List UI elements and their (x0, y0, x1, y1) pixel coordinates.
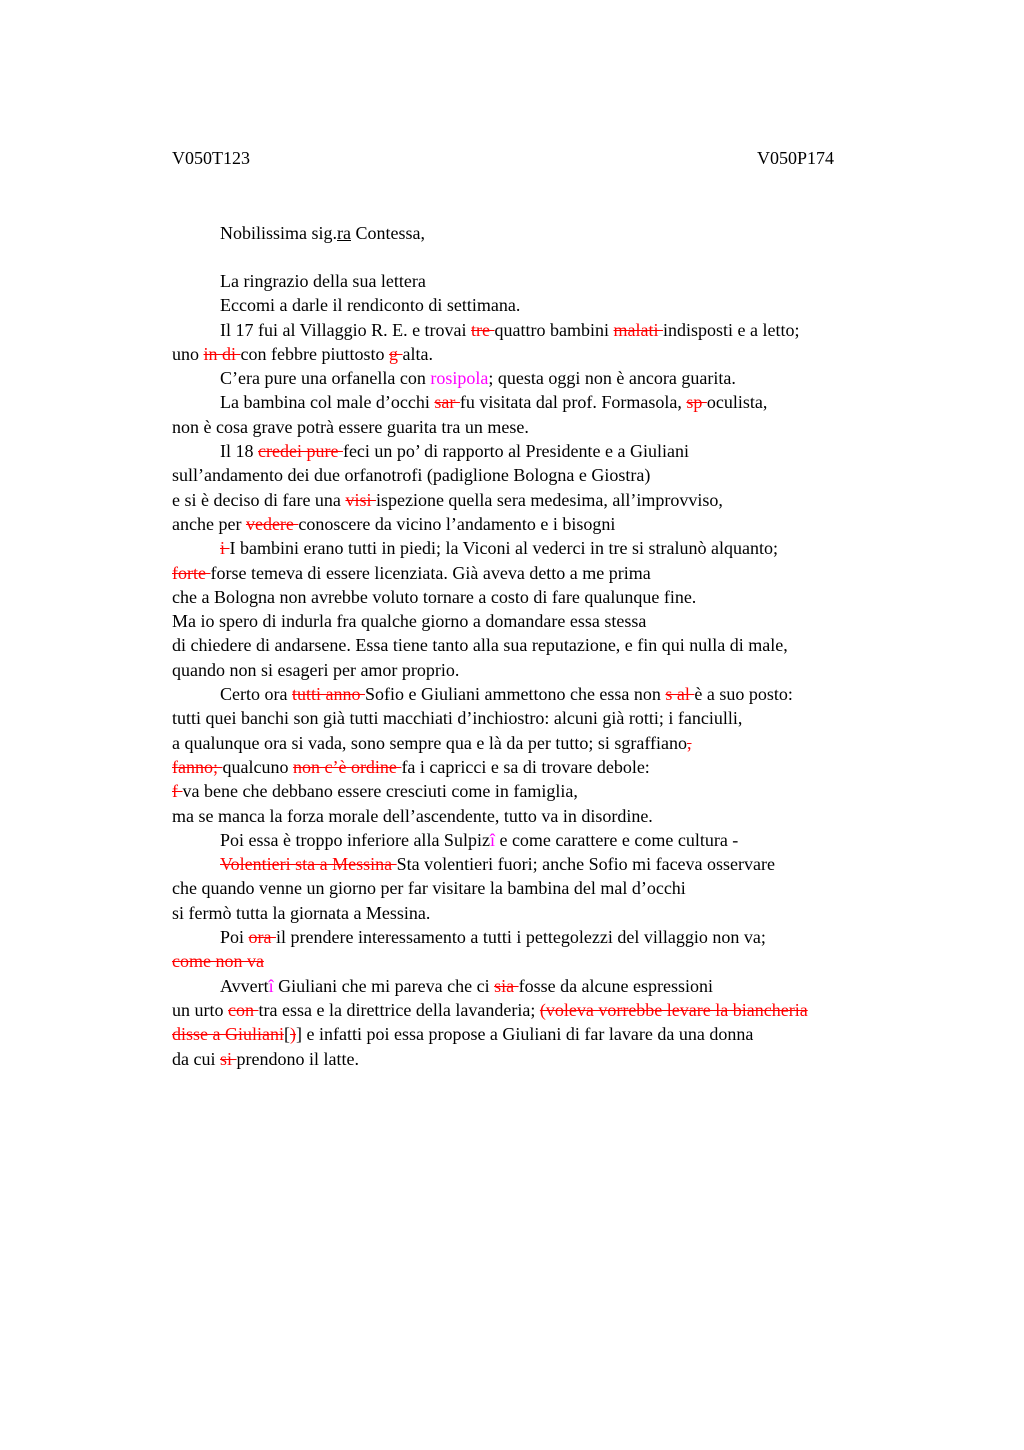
text-segment: ma se manca la forza morale dell’ascendente, tutto va in disordine. (172, 805, 653, 826)
text-segment: [ (283, 1024, 290, 1045)
text-segment: La ringrazio della sua lettera (220, 271, 426, 291)
line-24 (172, 828, 932, 852)
deleted-text: come non va (172, 951, 264, 972)
line-05 (172, 366, 932, 390)
text-segment: Poi essa è troppo inferiore alla Sulpiz (220, 829, 490, 850)
deleted-text: Volentieri sta a Messina (220, 854, 397, 875)
document-code-right: V050P174 (757, 148, 835, 168)
text-segment: Poi (220, 927, 249, 948)
text-segment: e come carattere e come cultura - (494, 829, 739, 850)
text-segment: conoscere da vicino l’andamento e i bisogni (298, 513, 616, 534)
deleted-text: malati (613, 319, 663, 340)
line-04 (172, 342, 932, 366)
text-segment: Sta volentieri fuori; anche Sofio mi faceva osservare (396, 854, 776, 875)
text-segment: ispezione quella sera medesima, all’improvviso, (375, 489, 723, 510)
text-segment: Avvert (220, 975, 269, 996)
text-segment: Sofio e Giuliani ammettono che essa non (364, 684, 666, 705)
line-03 (172, 318, 932, 342)
deleted-text: tutti anno (291, 684, 365, 705)
document-code-left: V050T123 (172, 148, 250, 168)
text-segment: si fermò tutta la giornata a Messina. (172, 902, 431, 923)
text-segment: qualcuno (222, 756, 293, 777)
salutation-abbreviation: ra (337, 223, 351, 243)
deleted-text: s al (665, 684, 695, 705)
text-segment: il prendere interessamento a tutti i pettegolezzi del villaggio non va; (276, 927, 766, 948)
text-segment: sull’andamento dei due orfanotrofi (padiglione Bologna e Giostra) (172, 465, 651, 486)
deleted-text: non c’è ordine (292, 756, 402, 777)
salutation-end: Contessa, (351, 223, 425, 243)
line-09 (172, 463, 932, 487)
deleted-text: , (687, 732, 692, 753)
text-segment: prendono il latte. (236, 1048, 359, 1069)
line-07 (172, 415, 932, 439)
line-02 (172, 293, 932, 317)
text-segment: La bambina col male d’occhi (220, 392, 435, 413)
text-segment: quattro bambini (494, 319, 614, 340)
line-33 (172, 1047, 932, 1071)
line-18 (172, 682, 932, 706)
highlighted-text: î (489, 829, 495, 850)
deleted-text: con (228, 999, 259, 1020)
deleted-text: i (220, 538, 230, 559)
line-22 (172, 779, 932, 803)
text-segment: Il 17 fui al Villaggio R. E. e trovai (220, 319, 472, 340)
line-20 (172, 731, 932, 755)
text-segment: un urto (172, 999, 228, 1020)
line-21 (172, 755, 932, 779)
line-01 (172, 269, 932, 293)
line-17 (172, 658, 932, 682)
text-segment: Eccomi a darle il rendiconto di settimana. (220, 295, 521, 316)
text-segment: di chiedere di andarsene. Essa tiene tanto alla sua reputazione, e fin qui nulla di male, (172, 635, 788, 656)
text-segment: oculista, (706, 392, 768, 413)
text-segment: da cui (172, 1048, 220, 1069)
text-segment: quando non si esageri per amor proprio. (172, 659, 460, 680)
text-segment: che quando venne un giorno per far visitare la bambina del mal d’occhi (172, 878, 686, 899)
text-segment: forse temeva di essere licenziata. Già aveva detto a me prima (210, 562, 651, 583)
line-12 (172, 536, 932, 560)
deleted-text: (voleva vorrebbe levare la biancheria (539, 999, 808, 1020)
text-segment: ] e infatti poi essa propose a Giuliani di far lavare da una donna (295, 1024, 754, 1045)
line-28 (172, 925, 932, 949)
line-27 (172, 901, 932, 925)
line-14 (172, 585, 932, 609)
salutation (220, 221, 425, 245)
text-segment: a qualunque ora si vada, sono sempre qua e là da per tutto; si sgraffiano (172, 732, 688, 753)
deleted-text: sia (494, 975, 519, 996)
line-32 (172, 1022, 932, 1046)
text-segment: Ma io spero di indurla fra qualche giorno a domandare essa stessa (172, 611, 647, 632)
line-30 (172, 974, 932, 998)
text-segment: tra essa e la direttrice della lavanderia; (258, 999, 540, 1020)
letter-body (172, 269, 932, 1071)
deleted-text: si (219, 1048, 237, 1069)
text-segment: tutti quei banchi son già tutti macchiati d’inchiostro: alcuni già rotti; i fanciulli, (172, 708, 743, 729)
text-segment: Certo ora (220, 684, 292, 705)
text-segment: feci un po’ di rapporto al Presidente e a Giuliani (342, 441, 690, 462)
text-segment: ; questa oggi non è ancora guarita. (488, 368, 736, 389)
line-11 (172, 512, 932, 536)
line-25 (172, 852, 932, 876)
text-segment: fu visitata dal prof. Formasola, (459, 392, 687, 413)
line-29 (172, 949, 932, 973)
line-13 (172, 561, 932, 585)
line-08 (172, 439, 932, 463)
deleted-text: vedere (245, 513, 299, 534)
highlighted-text: î (268, 975, 274, 996)
text-segment: uno (172, 343, 204, 364)
deleted-text: ora (248, 927, 276, 948)
text-segment: anche per (172, 513, 246, 534)
deleted-text: fanno; (172, 756, 223, 777)
line-10 (172, 488, 932, 512)
text-segment: non è cosa grave potrà essere guarita tra un mese. (172, 416, 529, 437)
line-16 (172, 633, 932, 657)
line-15 (172, 609, 932, 633)
highlighted-text: rosipola (430, 368, 489, 389)
text-segment: con febbre piuttosto (240, 343, 389, 364)
text-segment: I bambini erano tutti in piedi; la Viconi al vederci in tre si stralunò alquanto; (229, 538, 778, 559)
text-segment: alta. (402, 343, 433, 364)
deleted-text: credei pure (258, 441, 343, 462)
deleted-text: ) (289, 1024, 296, 1045)
text-segment: indisposti e a letto; (663, 319, 800, 340)
text-segment: fa i capricci e sa di trovare debole: (401, 756, 650, 777)
deleted-text: sar (434, 392, 460, 413)
line-31 (172, 998, 932, 1022)
text-segment: è a suo posto: (694, 684, 793, 705)
deleted-text: in di (203, 343, 241, 364)
deleted-text: disse a Giuliani (172, 1024, 284, 1045)
deleted-text: visi (345, 489, 376, 510)
deleted-text: sp (686, 392, 707, 413)
text-segment: e si è deciso di fare una (172, 489, 346, 510)
salutation-start: Nobilissima sig. (220, 223, 338, 243)
deleted-text: forte (172, 562, 211, 583)
text-segment: che a Bologna non avrebbe voluto tornare a costo di fare qualunque fine. (172, 586, 697, 607)
text-segment: va bene che debbano essere cresciuti come in famiglia, (182, 781, 578, 802)
line-06 (172, 390, 932, 414)
line-26 (172, 876, 932, 900)
deleted-text: tre (471, 319, 495, 340)
line-19 (172, 706, 932, 730)
text-segment: Giuliani che mi pareva che ci (273, 975, 495, 996)
deleted-text: g (388, 343, 403, 364)
text-segment: Il 18 (220, 441, 258, 462)
line-23 (172, 804, 932, 828)
deleted-text: f (172, 781, 183, 802)
text-segment: C’era pure una orfanella con (220, 368, 431, 389)
text-segment: fosse da alcune espressioni (518, 975, 714, 996)
